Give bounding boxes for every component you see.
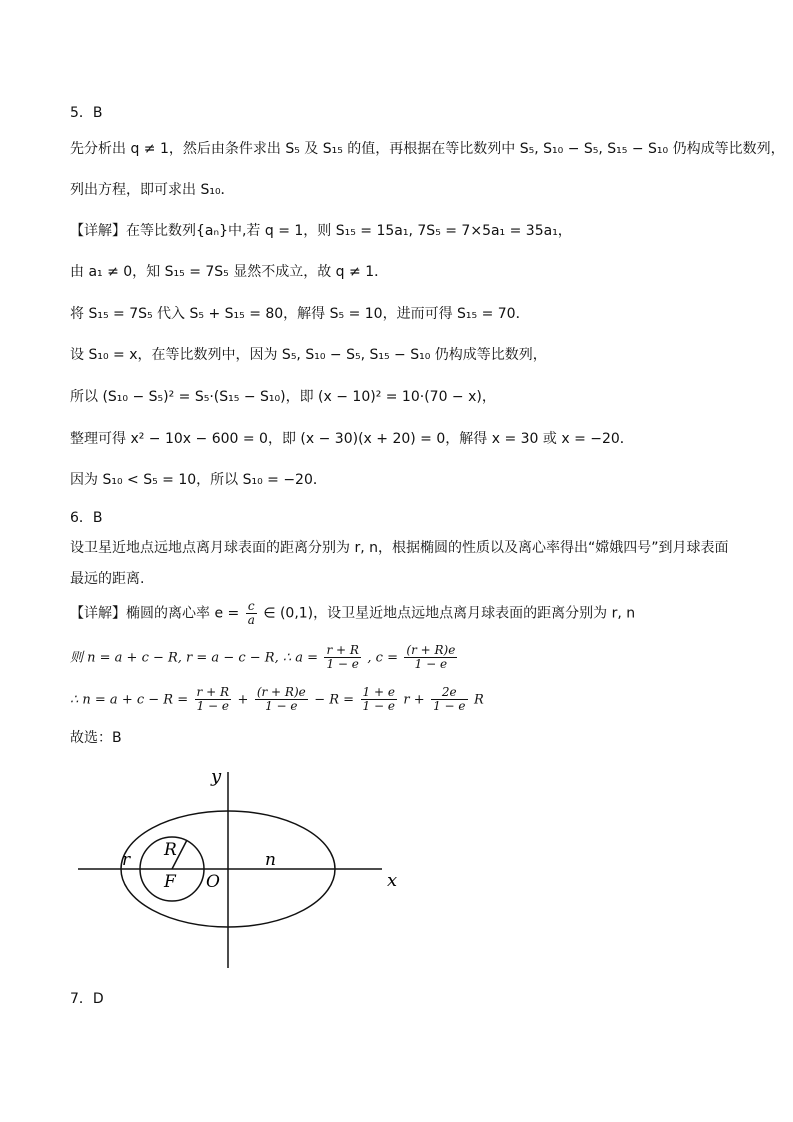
- eq2-text: R: [473, 692, 484, 708]
- fraction-c-over-a: [246, 600, 257, 627]
- ellipse-figure: [60, 760, 420, 975]
- fraction-numerator: r + R: [196, 685, 230, 699]
- eq2-fraction-2: [255, 686, 308, 713]
- q5-analysis-line-2: 列出方程，即可求出 S₁₀．: [70, 182, 235, 198]
- detail-tag: 【详解】: [70, 605, 126, 622]
- fraction-denominator: a: [247, 613, 255, 627]
- eq2-fraction-3: [361, 686, 397, 713]
- eq1-text: , c =: [367, 650, 398, 666]
- eq2-fraction-1: [195, 686, 231, 713]
- fraction-numerator: c: [246, 600, 257, 614]
- fraction-denominator: 1 − e: [433, 699, 466, 713]
- q6-equation-2: [70, 686, 484, 713]
- q5-detail-text: 在等比数列{aₙ}中,若 q = 1，则 S₁₅ = 15a₁, 7S₅ = 7×5a₁ = 35a₁，: [126, 223, 572, 239]
- eq1-fraction-c: [404, 644, 457, 671]
- eccentricity-range-text: ∈ (0,1)，设卫星近地点远地点离月球表面的距离分别为 r, n: [263, 605, 636, 622]
- label-y: y: [211, 766, 222, 787]
- q5-line-6: 所以 (S₁₀ − S₅)² = S₅·(S₁₅ − S₁₀)，即 (x − 10)² = 10·(70 − x)，: [70, 389, 496, 405]
- label-n: n: [265, 850, 276, 870]
- q5-detail-line-1: [70, 221, 572, 241]
- label-O: O: [206, 872, 220, 892]
- q5-line-8: 因为 S₁₀ < S₅ = 10，所以 S₁₀ = −20．: [70, 472, 327, 488]
- eq1-text: 则 n = a + c − R, r = a − c − R, ∴ a =: [70, 650, 319, 666]
- q6-label: 6．B: [70, 510, 103, 526]
- fraction-denominator: 1 − e: [196, 699, 229, 713]
- eq2-text: +: [237, 692, 249, 708]
- q5-analysis-line-1: 先分析出 q ≠ 1，然后由条件求出 S₅ 及 S₁₅ 的值，再根据在等比数列中 S₅, S₁₀ − S₅, S₁₅ − S₁₀ 仍构成等比数列，: [70, 141, 785, 157]
- label-F: F: [164, 872, 176, 892]
- label-x: x: [387, 870, 398, 891]
- q7-label: 7．D: [70, 991, 104, 1007]
- q5-line-4: 将 S₁₅ = 7S₅ 代入 S₅ + S₁₅ = 80，解得 S₅ = 10，进而可得 S₁₅ = 70．: [70, 306, 530, 322]
- fraction-numerator: r + R: [326, 643, 359, 657]
- fraction-numerator: 2e: [431, 686, 467, 700]
- q5-line-5: 设 S₁₀ = x，在等比数列中，因为 S₅, S₁₀ − S₅, S₁₅ − S₁₀ 仍构成等比数列，: [70, 347, 547, 363]
- label-r: r: [122, 850, 131, 870]
- fraction-numerator: (r + R)e: [256, 685, 306, 699]
- q6-equation-1: [70, 644, 459, 671]
- fraction-denominator: 1 − e: [265, 699, 298, 713]
- eq2-fraction-4: [431, 686, 467, 713]
- eq2-text: − R =: [314, 692, 355, 708]
- eq2-text: ∴ n = a + c − R =: [70, 692, 189, 708]
- fraction-denominator: 1 − e: [414, 657, 448, 671]
- fraction-numerator: 1 + e: [362, 685, 395, 699]
- q5-label: 5．B: [70, 105, 103, 121]
- q5-line-7: 整理可得 x² − 10x − 600 = 0，即 (x − 30)(x + 20) = 0，解得 x = 30 或 x = −20．: [70, 431, 634, 447]
- fraction-denominator: 1 − e: [362, 699, 395, 713]
- fraction-numerator: (r + R)e: [406, 643, 456, 657]
- q6-analysis-line-2: 最远的距离.: [70, 571, 145, 587]
- detail-tag: 【详解】: [70, 223, 126, 239]
- fraction-denominator: 1 − e: [326, 657, 359, 671]
- label-R: R: [164, 840, 177, 860]
- q5-line-3: 由 a₁ ≠ 0，知 S₁₅ = 7S₅ 显然不成立，故 q ≠ 1．: [70, 264, 389, 280]
- q6-detail-line: [70, 600, 635, 627]
- eq2-text: r +: [403, 692, 425, 708]
- eccentricity-label: 椭圆的离心率 e =: [126, 605, 240, 622]
- eq1-fraction-a: [324, 644, 360, 671]
- q6-analysis-line-1: 设卫星近地点远地点离月球表面的距离分别为 r, n，根据椭圆的性质以及离心率得出“嫦娥四号”到月球表面: [70, 540, 729, 556]
- q6-answer: 故选：B: [70, 730, 122, 746]
